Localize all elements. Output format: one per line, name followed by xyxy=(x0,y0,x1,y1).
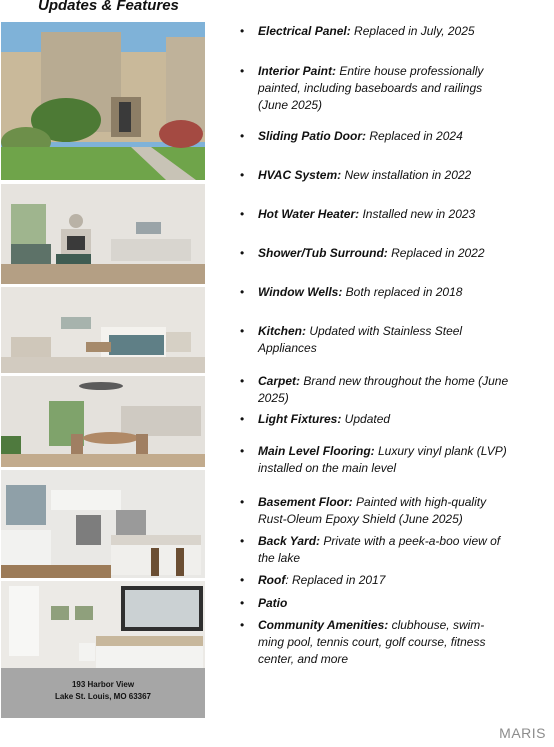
bullet-icon: • xyxy=(240,374,245,388)
feature-text: clubhouse, swim-ming pool, tennis court, golf course, fitness center, and more xyxy=(258,618,486,666)
feature-label: Sliding Patio Door: xyxy=(258,129,366,143)
feature-text: Updated with Stainless Steel Appliances xyxy=(258,324,463,355)
exterior-photo xyxy=(1,22,205,180)
feature-label: Main Level Flooring: xyxy=(258,444,375,458)
living-room-photo xyxy=(1,184,205,284)
feature-label: Roof xyxy=(258,573,286,587)
feature-label: Community Amenities: xyxy=(258,618,389,632)
bullet-icon: • xyxy=(240,24,245,38)
feature-text: Private with a peek-a-boo view of the lake xyxy=(258,534,501,565)
feature-label: Window Wells: xyxy=(258,285,343,299)
bullet-icon: • xyxy=(240,64,245,78)
bullet-icon: • xyxy=(240,444,245,458)
feature-label: Carpet: xyxy=(258,374,301,388)
bullet-icon: • xyxy=(240,573,245,587)
feature-label: Hot Water Heater: xyxy=(258,207,360,221)
feature-label: Back Yard: xyxy=(258,534,321,548)
feature-text: Replaced in July, 2025 xyxy=(350,24,475,38)
address-street: 193 Harbor View xyxy=(71,680,135,689)
feature-label: Patio xyxy=(258,596,288,610)
feature-text: Luxury vinyl plank (LVP) installed on the main level xyxy=(258,444,507,475)
kitchen-photo xyxy=(1,470,205,578)
feature-label: Interior Paint: xyxy=(258,64,337,78)
bullet-icon: • xyxy=(240,495,245,509)
address-box xyxy=(1,668,205,718)
feature-text: New installation in 2022 xyxy=(341,168,472,182)
bullet-icon: • xyxy=(240,246,245,260)
bullet-icon: • xyxy=(240,324,245,338)
watermark-logo: MARIS xyxy=(499,725,546,741)
bullet-icon: • xyxy=(240,129,245,143)
bullet-icon: • xyxy=(240,412,245,426)
address-city: Lake St. Louis, MO 63367 xyxy=(54,692,152,701)
feature-text: Painted with high-quality Rust-Oleum Epoxy Shield (June 2025) xyxy=(258,495,487,526)
feature-text: : Replaced in 2017 xyxy=(285,573,386,587)
bullet-icon: • xyxy=(240,618,245,632)
bullet-icon: • xyxy=(240,207,245,221)
feature-text: Brand new throughout the home (June 2025) xyxy=(258,374,509,405)
feature-text: Replaced in 2024 xyxy=(366,129,463,143)
dining-room-photo xyxy=(1,376,205,467)
page-title: Updates & Features xyxy=(38,0,179,14)
feature-label: Shower/Tub Surround: xyxy=(258,246,388,260)
feature-label: Kitchen: xyxy=(258,324,306,338)
feature-label: HVAC System: xyxy=(258,168,342,182)
bedroom-photo xyxy=(1,287,205,373)
feature-label: Basement Floor: xyxy=(258,495,353,509)
feature-text: Updated xyxy=(341,412,391,426)
feature-text: Both replaced in 2018 xyxy=(342,285,463,299)
feature-text: Entire house professionally painted, including baseboards and railings (June 2025) xyxy=(258,64,484,112)
feature-label: Light Fixtures: xyxy=(258,412,342,426)
bullet-icon: • xyxy=(240,534,245,548)
bullet-icon: • xyxy=(240,285,245,299)
bullet-icon: • xyxy=(240,168,245,182)
feature-text: Installed new in 2023 xyxy=(359,207,476,221)
bullet-icon: • xyxy=(240,596,245,610)
feature-label: Electrical Panel: xyxy=(258,24,351,38)
feature-text: Replaced in 2022 xyxy=(387,246,485,260)
bathroom-photo xyxy=(1,581,205,668)
